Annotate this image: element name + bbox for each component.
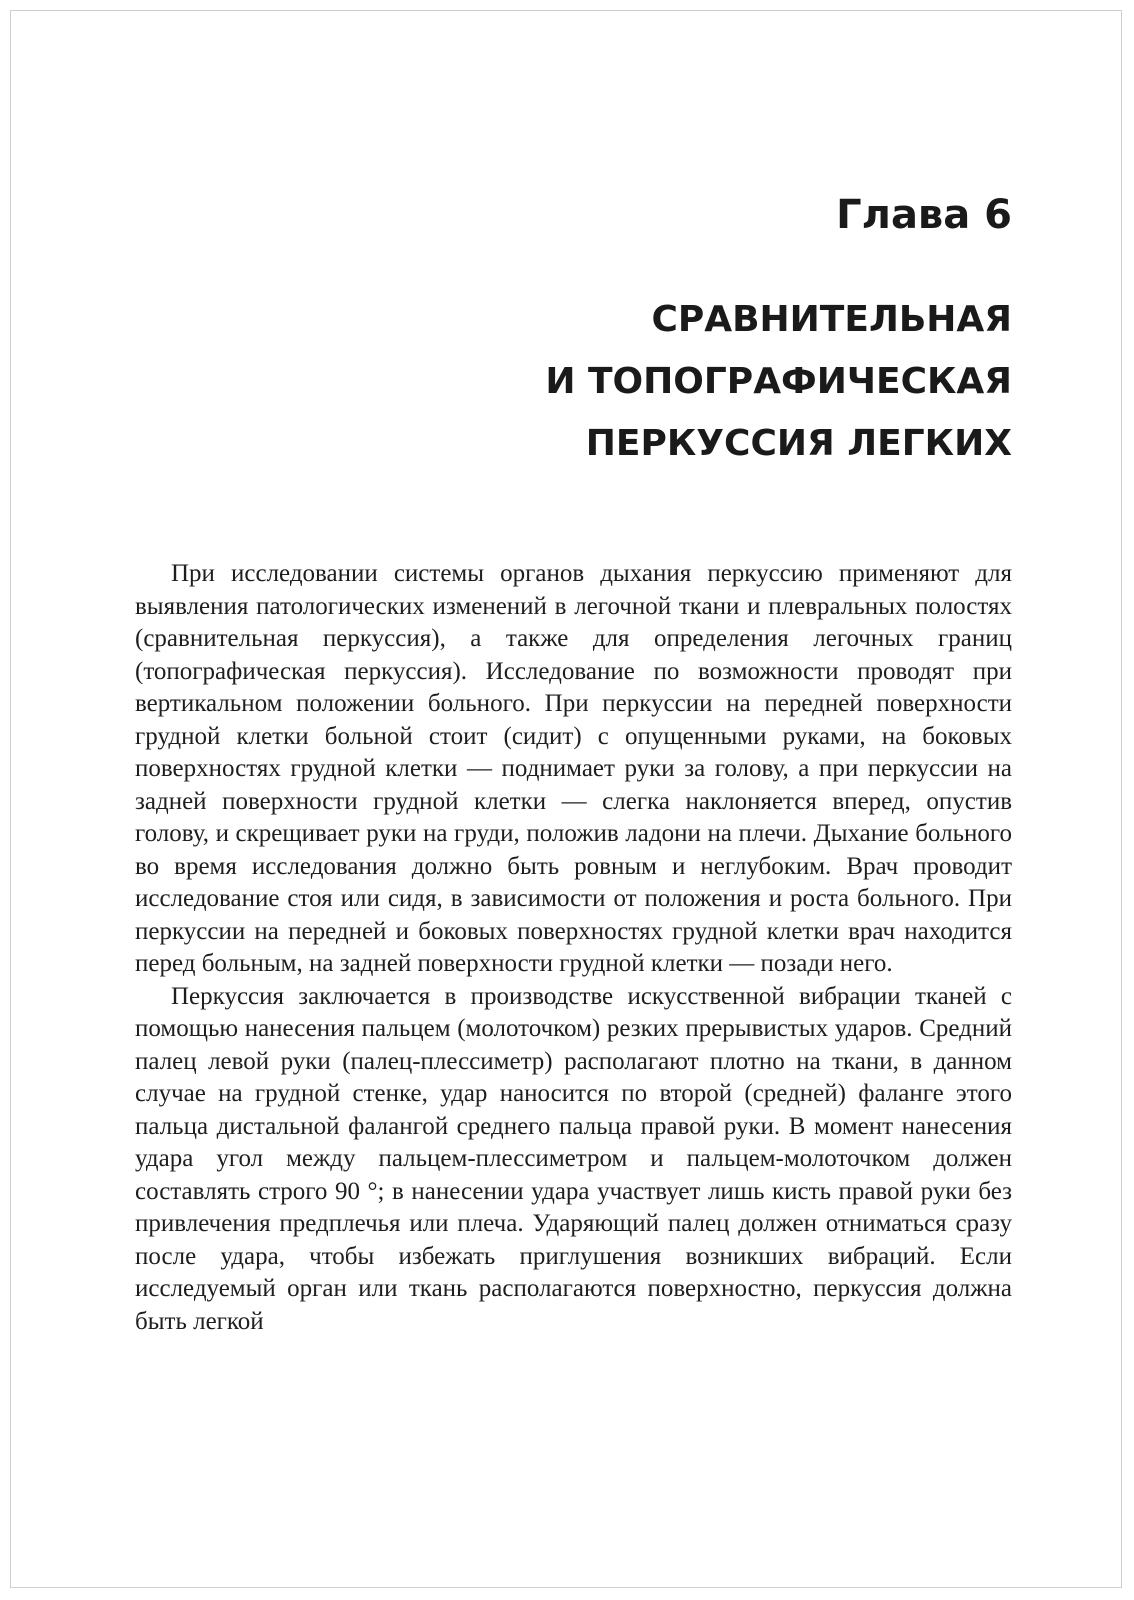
body-text — [135, 558, 1012, 1338]
chapter-title-line: СРАВНИТЕЛЬНАЯ — [651, 299, 1012, 340]
chapter-title-line: И ТОПОГРАФИЧЕСКАЯ — [545, 361, 1012, 402]
chapter-title — [545, 289, 1012, 475]
paragraph: При исследовании системы органов дыхания перкуссию применяют для выявления патологических изменений в легочной ткани и плевральных полостях (сравнительная перкуссия), а также для определения легочных границ (топографическая перкуссия). Исследование по возможности проводят при вертикальном положении больного. При перкуссии на передней поверхности грудной клетки больной стоит (сидит) с опущенными руками, на боковых поверхностях грудной клетки — поднимает руки за голову, а при перкуссии на задней поверхности грудной клетки — слегка наклоняется вперед, опустив голову, и скрещивает руки на груди, положив ладони на плечи. Дыхание больного во время исследования должно быть ровным и неглубоким. Врач проводит исследование стоя или сидя, в зависимости от положения и роста больного. При перкуссии на передней и боковых поверхностях грудной клетки врач находится перед больным, на задней поверхности грудной клетки — позади него. — [135, 560, 1012, 977]
chapter-label: Глава 6 — [836, 192, 1012, 238]
chapter-title-line: ПЕРКУССИЯ ЛЕГКИХ — [585, 423, 1012, 464]
paragraph: Перкуссия заключается в производстве искусственной вибрации тканей с помощью нанесения пальцем (молоточком) резких прерывистых ударов. Средний палец левой руки (палец-плессиметр) располагают плотно на ткани, в данном случае на грудной стенке, удар наносится по второй (средней) фаланге этого пальца дистальной фалангой среднего пальца правой руки. В момент нанесения удара угол между пальцем-плессиметром и пальцем-молоточком должен составлять строго 90 °; в нанесении удара участвует лишь кисть правой руки без привлечения предплечья или плеча. Ударяющий палец должен отниматься сразу после удара, чтобы избежать приглушения возникших вибраций. Если исследуемый орган или ткань располагаются поверхностно, перкуссия должна быть легкой — [135, 982, 1012, 1335]
page — [10, 10, 1122, 1588]
